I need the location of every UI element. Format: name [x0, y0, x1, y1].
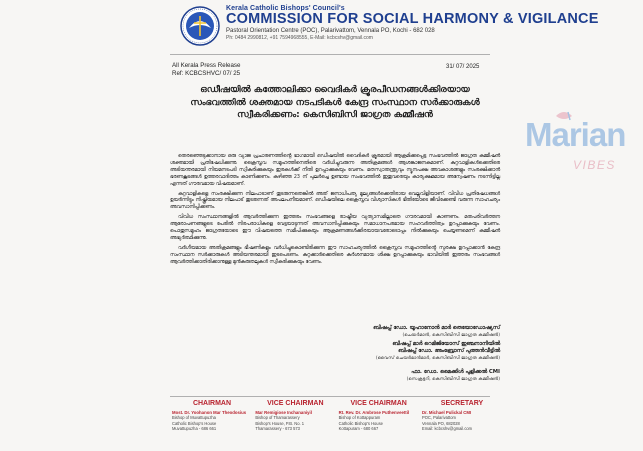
watermark-title: Marian: [525, 116, 626, 153]
headline-line: ഒഡീഷയിൽ കത്തോലിക്കാ വൈദികർ ക്രൂരപീഡനങ്ങൾക്കിരയായ: [200, 85, 470, 95]
footer-line: Bishop of Muvattupuzha: [172, 415, 216, 420]
footer-vice-chairman-2: [339, 400, 419, 432]
signatory-name: ഫാ. ഡോ. മൈക്കിൾ പുളിക്കൽ CMI: [411, 369, 500, 375]
release-date: 31/ 07/ 2025: [446, 64, 480, 70]
release-label: All Kerala Press Release: [172, 62, 241, 69]
signatories: [300, 325, 500, 385]
watermark-subtitle: VIBES: [573, 158, 616, 172]
body-paragraph: വർഗീയമായ അതിക്രമങ്ങളും ഭീഷണികളും വർധിച്ചുകൊണ്ടിരിക്കുന്ന ഈ സാഹചര്യത്തിൽ ക്രൈസ്തവ സമൂഹത്തിൻ്റെ സുരക്ഷ ഉറപ്പാക്കാൻ കേന്ദ്ര സംസ്ഥാന സർക്കാരുകൾ അടിയന്തരമായി ഇടപെടണം. കുറ്റക്കാർക്കെതിരെ കർശനമായ ശിക്ഷ ഉറപ്പാക്കുകയും ഭാവിയിൽ ഇത്തരം സംഭവങ്ങൾ ആവർത്തിക്കാതിരിക്കാനുള്ള മുൻകരുതലുകൾ സ്വീകരിക്കുകയും വേണം.: [170, 245, 500, 265]
footer-secretary: [422, 400, 502, 432]
signatory-name: ബിഷപ്പ് ഡോ. യൂഹാനോൻ മാർ തെയോഡോഷ്യസ്: [373, 325, 500, 331]
footer-name: Rt. Rev. Dr. Ambrose Puthenveettil: [338, 410, 410, 415]
letterhead: [226, 5, 599, 41]
footer-line: Catholic Bishop's House: [172, 420, 217, 426]
footer-chairman: [172, 400, 252, 432]
reference-number: Ref: KCBCSHVC/ 07/ 25: [172, 70, 241, 77]
commission-title: COMMISSION FOR SOCIAL HARMONY & VIGILANCE: [226, 11, 599, 27]
footer-role: VICE CHAIRMAN: [267, 400, 324, 407]
body-paragraph: വിവിധ സംസ്ഥാനങ്ങളിൽ ആവർത്തിക്കുന്ന ഇത്തരം സംഭവങ്ങളെ രാഷ്ട്രീയ വ്യത്യാസമില്ലാതെ ഗൗരവമായി കാണണം. മതപരിവർത്തന ആരോപണങ്ങളുടെ പേരിൽ നിരപരാധികളെ വേട്ടയാടുന്നത് അവസാനിപ്പിക്കുകയും സമാധാനപരമായ സഹവർത്തിത്വം ഉറപ്പാക്കുകയും വേണം. പൊതുസമൂഹം ജാഗ്രതയോടെ ഈ വിഷയത്തെ സമീപിക്കുകയും ആക്രമണങ്ങൾക്കിരയായവരോടൊപ്പം നിൽക്കുകയും ചെയ്യണമെന്ന് കമ്മീഷൻ അഭ്യർത്ഥിക്കുന്നു.: [170, 215, 500, 241]
footer-divider: [170, 396, 490, 397]
footer-contacts: [172, 400, 502, 432]
footer-line: Email: kcbcshv@gmail.com: [421, 426, 473, 432]
footer-role: SECRETARY: [440, 400, 484, 407]
release-info: [172, 62, 240, 78]
footer-role: VICE CHAIRMAN: [350, 400, 407, 407]
signatory-name: ബിഷപ്പ് ഡോ. അംബ്രോസ് പുത്തൻവീട്ടിൽ: [398, 348, 500, 354]
footer-line: POC, Palarivattom: [421, 415, 456, 420]
footer-role: CHAIRMAN: [192, 400, 232, 407]
headline: [170, 84, 500, 122]
footer-name: Dr. Michael Pulickal CMI: [421, 410, 472, 415]
signatory-role: (വൈസ് ചെയർമാൻമാർ, കെസിബിസി ജാഗ്രത കമ്മീഷൻ): [375, 356, 500, 361]
footer-line: Bishop of Kottappuram: [338, 415, 381, 420]
signatory-name: ബിഷപ്പ് മാർ റെമിജിയോസ് ഇഞ്ചനാനിയിൽ: [392, 341, 500, 347]
contact-line: Ph: 0484 2990812, +91 7594968555, E-Mail: kcbcshv@gmail.com: [226, 35, 373, 41]
body-text: [170, 154, 500, 270]
footer-line: Vennala PO, 682028: [421, 420, 460, 426]
footer-line: Catholic Bishop's House: [338, 420, 383, 426]
signatory-role: (ചെയർമാൻ, കെസിബിസി ജാഗ്രത കമ്മീഷൻ): [402, 333, 500, 338]
body-paragraph: കുറ്റവാളികളെ സംരക്ഷിക്കുന്ന നിലപാടാണ് തുടരുന്നതെങ്കിൽ അത് ജനാധിപത്യ മൂല്യങ്ങൾക്കെതിരായ വെല്ലുവിളിയാണ്. വിവിധ പ്രതിഷേധങ്ങൾ ഉയർന്നിട്ടും നിഷ്ക്രിയമായ നിലപാട് തുടരുന്നത് അപലപനീയമാണ്. ഒഡീഷയിലെ ക്രൈസ്തവ വിശ്വാസികൾ ഭീതിയോടെ ജീവിക്കേണ്ടി വരുന്ന സാഹചര്യം അവസാനിപ്പിക്കണം.: [170, 191, 500, 211]
footer-line: Kottapuram - 680 667: [338, 426, 379, 432]
footer-name: Mar Remigiose Inchananiyil: [255, 410, 312, 415]
headline-line: സ്വീകരിക്കണം: കെസിബിസി ജാഗ്രത കമ്മീഷൻ: [237, 110, 433, 120]
signatory-role: (സെക്രട്ടറി, കെസിബിസി ജാഗ്രത കമ്മീഷൻ): [406, 377, 500, 382]
footer-name: Most. Dr. Yoohanon Mar Theodosius: [172, 410, 247, 415]
footer-line: Thamarassery - 673 573: [255, 426, 300, 432]
headline-line: സംഭവത്തിൽ ശക്തമായ നടപടികൾ കേന്ദ്ര സംസ്ഥാന സർക്കാരുകൾ: [190, 97, 480, 108]
header-divider: [170, 54, 490, 55]
body-paragraph: തെരഞ്ഞെടുക്കാനായ ഒരു വ്യാജ പ്രചാരണത്തിൻ്റെ ഭാഗമായി ഒഡീഷയിൽ വൈദികർ ക്രൂരമായി ആക്രമിക്കപ്പെട്ട സംഭവത്തിൽ ജാഗ്രത കമ്മീഷൻ ശക്തമായി പ്രതിഷേധിക്കുന്നു. ക്രൈസ്തവ സമൂഹത്തിനെതിരെ വർധിച്ചുവരുന്ന അതിക്രമങ്ങൾ ആശങ്കാജനകമാണ്. കുറ്റവാളികൾക്കെതിരെ അടിയന്തരമായി നിയമനടപടി സ്വീകരിക്കുകയും ഇരകൾക്ക് നീതി ഉറപ്പാക്കുകയും വേണം. മതസ്വാതന്ത്ര്യവും ന്യൂനപക്ഷ അവകാശങ്ങളും സംരക്ഷിക്കാൻ ഭരണകൂടങ്ങൾ ഉത്തരവാദിത്തം കാണിക്കണം. കഴിഞ്ഞ 23 ന് പുലർച്ചെ ഉണ്ടായ സംഭവത്തിൽ ഇതുവരെയും കാര്യക്ഷമമായ അന്വേഷണം നടന്നിട്ടില്ല എന്നത് ഗൗരവമായ വിഷയമാണ്.: [170, 154, 500, 187]
kcbc-name: Kerala Catholic Bishops' Council's: [226, 5, 345, 12]
footer-line: Bishop's House, P.B. No. 1: [255, 420, 305, 426]
footer-vice-chairman-1: [255, 400, 335, 432]
footer-line: Muvattupuzha - 686 661: [172, 426, 217, 432]
kcbc-logo-icon: [180, 6, 220, 46]
address-line: Pastoral Orientation Centre (POC), Palarivattom, Vennala PO, Kochi - 682 028: [226, 28, 435, 34]
footer-line: Bishop of Thamarassery: [255, 415, 300, 420]
